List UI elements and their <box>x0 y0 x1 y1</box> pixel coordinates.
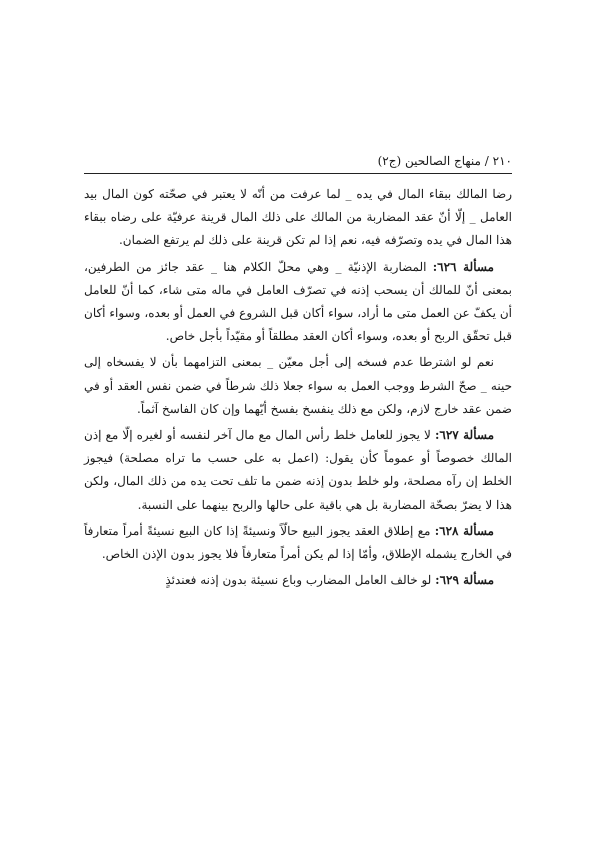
paragraph-masala-629 <box>84 569 512 592</box>
page-body <box>84 183 512 595</box>
paragraph-masala-628 <box>84 520 512 566</box>
paragraph-text: لا يجوز للعامل خلط رأس المال مع مال آخر لنفسه أو لغيره إلّا مع إذن المالك خصوصاً أو عموماً كأن يقول: (اعمل به على حسب ما تراه مصلحة) فيجوز الخلط إن رآه مصلحة، ولو خلط بدون إذنه ضمن ما تلف تحت يده من ذلك المال، ولكن هذا لا يضرّ بصحّة المضاربة بل هي باقية على حالها والربح بينهما على النسبة. <box>84 428 512 512</box>
paragraph-masala-627 <box>84 424 512 517</box>
running-header <box>84 154 512 174</box>
paragraph-masala-626 <box>84 256 512 349</box>
paragraph-text: مع إطلاق العقد يجوز البيع حالّاً ونسيئةً إذا كان البيع نسيئةً أمراً متعارفاً في الخارج يشمله الإطلاق، وأمّا إذا لم يكن أمراً متعارفاً فلا يجوز بدون الإذن الخاص. <box>84 523 512 562</box>
paragraph-text: المضاربة الإذنيّة _ وهي محلّ الكلام هنا _ عقد جائز من الطرفين، بمعنى أنّ للمالك أن يسحب إذنه في تصرّف العامل في ماله متى شاء، كما أنّ للعامل أن يكفّ عن العمل متى ما أراد، سواء أكان قبل الشروع في العمل أو بعده، وسواء أكان قبل تحقّق الربح أو بعده، وسواء أكان العقد مطلقاً أو مقيّداً بأجل خاص. <box>84 259 512 344</box>
paragraph-note <box>84 351 512 421</box>
masala-label: مسألة ٦٢٧: <box>434 428 494 443</box>
masala-label: مسألة ٦٢٨: <box>434 523 494 538</box>
running-header-title: ٢١٠ / منهاج الصالحين (ج٢) <box>377 154 512 168</box>
paragraph-text: لو خالف العامل المضارب وباع نسيئة بدون إذنه فعندئذٍ <box>165 573 436 588</box>
masala-label: مسألة ٦٢٦: <box>432 259 494 274</box>
paragraph-text: رضا المالك ببقاء المال في يده _ لما عرفت من أنّه لا يعتبر في صحّته كون المال بيد العامل _ إلّا أنّ عقد المضاربة من المالك على ذلك المال قرينة عرفيّة على رضاه ببقاء هذا المال في يده وتصرّفه فيه، نعم إذا لم تكن قرينة على ذلك لم يرتفع الضمان. <box>84 187 512 248</box>
masala-label: مسألة ٦٢٩: <box>435 573 494 588</box>
paragraph-text: نعم لو اشترطا عدم فسخه إلى أجل معيّن _ بمعنى التزامهما بأن لا يفسخاه إلى حينه _ صحّ الشرط ووجب العمل به سواء جعلا ذلك شرطاً في ضمن نفس العقد أو في ضمن عقد خارج لازم، ولكن مع ذلك ينفسخ بفسخ أيّهما وإن كان الفاسخ آثماً. <box>84 355 512 416</box>
paragraph-continuation <box>84 183 512 253</box>
